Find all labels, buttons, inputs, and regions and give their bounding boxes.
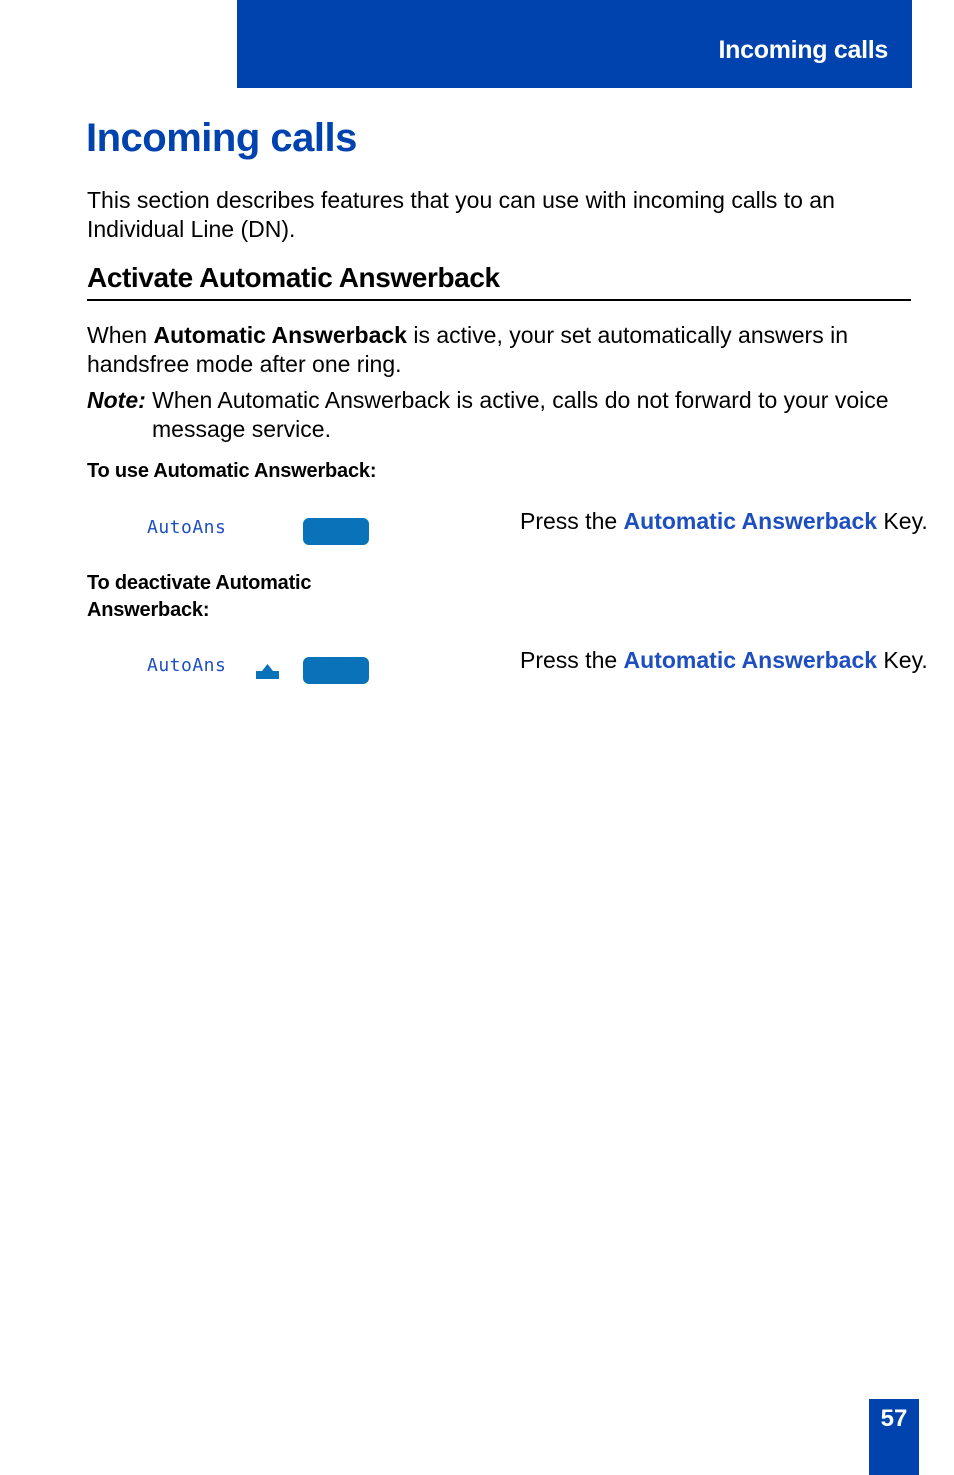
page-number-box bbox=[869, 1399, 919, 1475]
section-divider bbox=[87, 299, 911, 301]
step-prefix: Press the bbox=[520, 508, 624, 534]
step-prefix: Press the bbox=[520, 647, 624, 673]
note-paragraph bbox=[87, 386, 907, 444]
header-bar bbox=[237, 0, 912, 88]
step-instruction-deactivate bbox=[520, 646, 928, 675]
header-title: Incoming calls bbox=[718, 36, 888, 64]
description-suffix: is active, your set automatically answers in handsfree mode after one ring. bbox=[87, 322, 848, 377]
softkey-label-autoans: AutoAns bbox=[147, 517, 227, 538]
procedure-heading-activate: To use Automatic Answerback: bbox=[87, 460, 377, 482]
page-number: 57 bbox=[880, 1405, 908, 1432]
description-paragraph bbox=[87, 321, 887, 379]
procedure-heading-deactivate: To deactivate Automatic Answerback: bbox=[87, 572, 312, 621]
softkey-label-autoans-active: AutoAns bbox=[147, 655, 227, 676]
step-key-name: Automatic Answerback bbox=[623, 647, 878, 673]
softkey-button-autoans-active[interactable] bbox=[303, 657, 369, 684]
description-feature-name: Automatic Answerback bbox=[153, 322, 407, 348]
section-heading: Activate Automatic Answerback bbox=[87, 262, 500, 293]
intro-paragraph: This section describes features that you can use with incoming calls to an Individual Line (DN). bbox=[87, 187, 835, 242]
note-label: Note: bbox=[87, 387, 146, 413]
description-prefix: When bbox=[87, 322, 154, 348]
page-title: Incoming calls bbox=[86, 116, 357, 160]
softkey-button-autoans[interactable] bbox=[303, 518, 369, 545]
step-suffix: Key. bbox=[877, 647, 928, 673]
note-text: When Automatic Answerback is active, calls do not forward to your voice message service. bbox=[145, 387, 889, 442]
step-instruction-activate bbox=[520, 507, 928, 536]
active-arrow-icon bbox=[255, 662, 280, 680]
step-suffix: Key. bbox=[877, 508, 928, 534]
step-key-name: Automatic Answerback bbox=[623, 508, 878, 534]
